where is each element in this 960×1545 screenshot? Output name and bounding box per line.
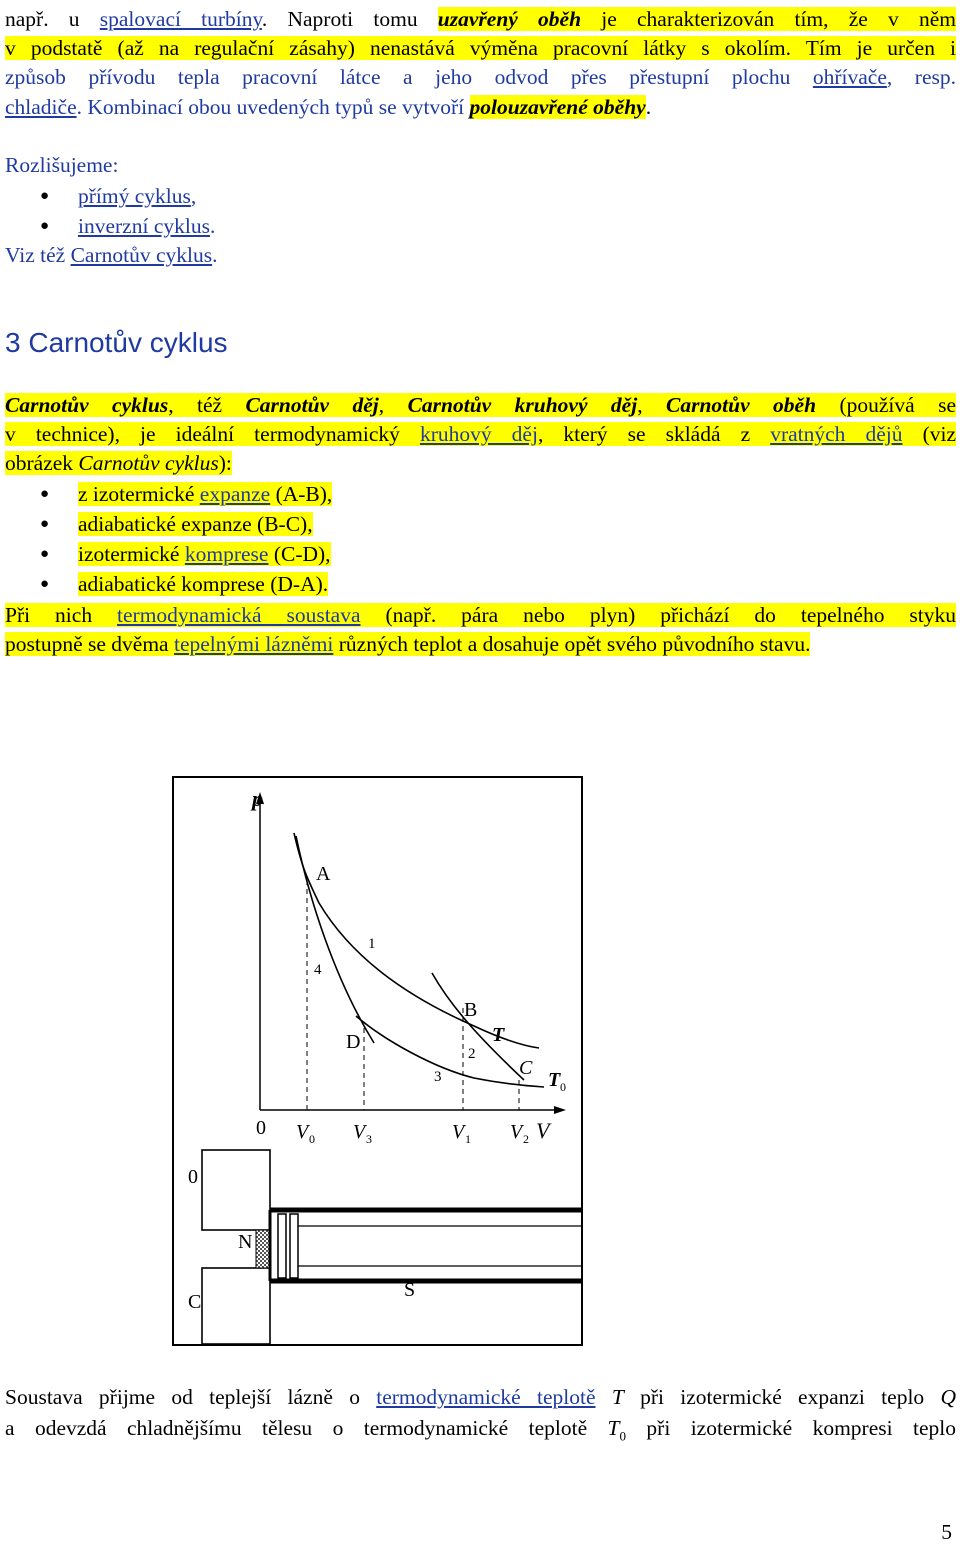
bullet-icon: ● (40, 486, 50, 502)
v-axis-arrow-icon (554, 1106, 566, 1114)
reservoir-hot (202, 1150, 270, 1230)
label-n: N (238, 1231, 253, 1253)
label-c: C (188, 1291, 202, 1313)
bullet-icon: ● (40, 546, 50, 562)
label-s: S (404, 1279, 416, 1301)
list-item: z izotermické expanze (A-B), (78, 482, 333, 506)
link-primy-cyklus[interactable]: přímý cyklus (78, 184, 191, 208)
intro-line-2: v podstatě (až na regulační zásahy) nenastává výměna pracovní látky s okolím. Tím je určen i (5, 36, 956, 60)
link-inverzni-cyklus[interactable]: inverzní cyklus (78, 214, 210, 238)
intro-line-1: např. u spalovací turbíny. Naproti tomu uzavřený oběh je charakterizován tím, že v něm (5, 7, 956, 31)
point-a-label: A (316, 863, 331, 885)
curve-2-label: 2 (468, 1046, 476, 1062)
point-c-label: C (519, 1057, 533, 1079)
list-item: adiabatické expanze (B-C), (78, 512, 313, 536)
iso-t0-label: T (548, 1069, 561, 1091)
list-item: adiabatické komprese (D-A). (78, 572, 329, 596)
para1-line-1: Carnotův cyklus, též Carnotův děj, Carnotův kruhový děj, Carnotův oběh (používá se (5, 393, 956, 417)
link-expanze[interactable]: expanze (199, 482, 271, 506)
v0-sub: 0 (309, 1132, 315, 1146)
bullet-icon: ● (40, 516, 50, 532)
curve-3-label: 3 (434, 1069, 442, 1085)
carnot-diagram (174, 778, 581, 1344)
isotherm-t0-curve (356, 1016, 544, 1087)
link-komprese[interactable]: komprese (184, 542, 269, 566)
carnot-figure (172, 776, 583, 1346)
bullet-icon: ● (40, 218, 50, 234)
list-item: přímý cyklus, (78, 184, 197, 208)
link-termodynamicke-teplote[interactable]: termodynamické teplotě (376, 1385, 596, 1409)
link-tepelnymi-laznemi[interactable]: tepelnými lázněmi (173, 632, 334, 656)
v1-sub: 1 (465, 1132, 471, 1146)
origin-label: 0 (256, 1117, 266, 1139)
v2-label: V (510, 1121, 523, 1143)
point-b-label: B (464, 999, 478, 1021)
v0-label: V (296, 1121, 309, 1143)
link-ohrivace[interactable]: ohřívače (812, 65, 887, 89)
iso-t-label: T (492, 1024, 505, 1046)
piston-right (290, 1214, 298, 1278)
bullet-icon: ● (40, 576, 50, 592)
link-vratnych-deju[interactable]: vratných dějů (770, 422, 903, 446)
curve-1-label: 1 (368, 936, 376, 952)
bottom-line-2: a odevzdá chladnějšímu tělesu o termodynamické teplotě $T_0$ při izotermické kompresi teplo (5, 1416, 956, 1444)
term-polouzavrene-obehy: polouzavřené oběhy (469, 95, 646, 119)
para2-line-1: Při nich termodynamická soustava (např. pára nebo plyn) přichází do tepelného styku (5, 603, 956, 627)
axis-v-label: V (536, 1118, 550, 1143)
axis-p-label: p (252, 786, 263, 811)
intro-line-3: způsob přívodu tepla pracovní látce a jeho odvod přes přestupní plochu ohřívače, resp. (5, 65, 956, 89)
v3-label: V (353, 1121, 366, 1143)
intro-line-4: chladiče. Kombinací obou uvedených typů se vytvoří polouzavřené oběhy. (5, 95, 652, 119)
para1-line-2: v technice), je ideální termodynamický kruhový děj, který se skládá z vratných dějů (viz (5, 422, 956, 446)
link-termodynamicka-soustava[interactable]: termodynamická soustava (117, 603, 361, 627)
link-spalovaci-turbiny[interactable]: spalovací turbíny (99, 7, 262, 31)
point-d-label: D (346, 1031, 361, 1053)
link-kruhovy-dej[interactable]: kruhový děj (419, 422, 538, 446)
iso-t0-sub: 0 (560, 1080, 566, 1094)
v3-sub: 3 (366, 1132, 372, 1146)
v2-sub: 2 (523, 1132, 529, 1146)
para1-line-3: obrázek Carnotův cyklus): (5, 451, 232, 475)
distinguish-label: Rozlišujeme: (5, 153, 119, 177)
section-heading: 3 Carnotův cyklus (5, 327, 228, 358)
list-item: izotermické komprese (C-D), (78, 542, 331, 566)
adiabat-bc-curve (432, 973, 524, 1080)
adiabat-da-curve (296, 836, 374, 1043)
label-0: 0 (188, 1166, 198, 1188)
link-carnotuv-cyklus[interactable]: Carnotův cyklus (70, 243, 213, 267)
reservoir-cold (202, 1268, 270, 1344)
v1-label: V (452, 1121, 465, 1143)
bottom-line-1: Soustava přijme od teplejší lázně o termodynamické teplotě T při izotermické expanzi teplo Q (5, 1385, 956, 1409)
curve-4-label: 4 (314, 962, 322, 978)
term-uzavreny-obeh: uzavřený oběh (437, 7, 582, 31)
page-number: 5 (941, 1520, 952, 1544)
isotherm-t-curve (294, 833, 539, 1048)
list-item: inverzní cyklus. (78, 214, 216, 238)
piston-left (278, 1214, 286, 1278)
link-chladice[interactable]: chladiče (5, 95, 77, 119)
insulator-n (256, 1230, 270, 1268)
para2-line-2: postupně se dvěma tepelnými lázněmi různých teplot a dosahuje opět svého původního stavu. (5, 632, 811, 656)
bullet-icon: ● (40, 188, 50, 204)
see-also: Viz též Carnotův cyklus. (5, 243, 218, 267)
